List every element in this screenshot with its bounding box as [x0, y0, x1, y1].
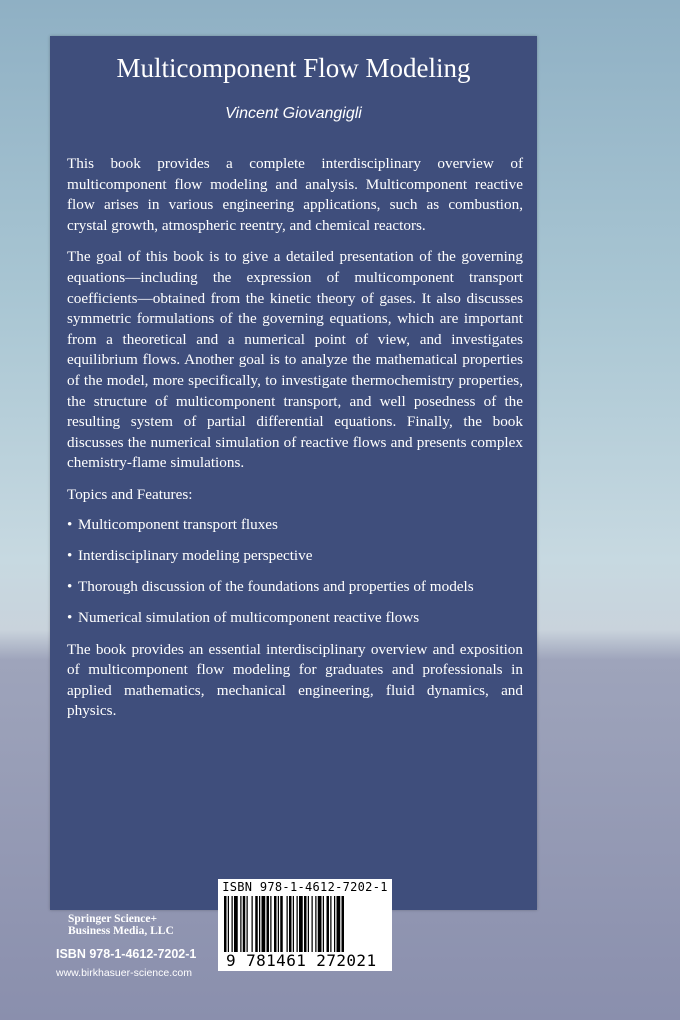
barcode-bar: [243, 896, 246, 952]
intro-paragraph: This book provides a complete interdisciplinary overview of multicomponent flow modeling and analysis. Multicomponent reactive flow arises in various engineering applications, such as combustion, crystal growth, atmospheric reentry, and chemical reactors.: [67, 155, 523, 234]
barcode-bar: [240, 896, 241, 952]
barcode-bar: [270, 896, 271, 952]
barcode-bar: [304, 896, 307, 952]
barcode-bar: [308, 896, 309, 952]
barcode: [218, 879, 392, 971]
book-title: Multicomponent Flow Modeling: [116, 53, 471, 83]
list-item: • Multicomponent transport fluxes: [67, 515, 278, 533]
barcode-bar: [315, 896, 316, 952]
barcode-bar: [247, 896, 248, 952]
barcode-bar: [330, 896, 331, 952]
publisher-line-1: Springer Science+: [68, 913, 158, 925]
barcode-bar: [224, 896, 227, 952]
back-cover-panel: [50, 36, 537, 910]
barcode-bar: [234, 896, 238, 952]
barcode-bar: [278, 896, 279, 952]
barcode-bar: [232, 896, 233, 952]
publisher-website: www.birkhasuer-science.com: [56, 967, 192, 979]
barcode-bar: [342, 896, 345, 952]
barcode-bar: [289, 896, 292, 952]
barcode-bar: [280, 896, 283, 952]
isbn-number: ISBN 978-1-4612-7202-1: [56, 947, 197, 961]
description-body: [67, 154, 523, 733]
barcode-bar: [297, 896, 298, 952]
barcode-bar: [334, 896, 335, 952]
list-item: • Thorough discussion of the foundations and properties of models: [67, 577, 474, 595]
barcode-bar: [287, 896, 288, 952]
barcode-bar: [293, 896, 294, 952]
publisher-logo-text: [68, 913, 174, 937]
barcode-isbn-label: ISBN 978-1-4612-7202-1: [222, 880, 388, 894]
barcode-bar: [267, 896, 270, 952]
barcode-bars-icon: [224, 896, 388, 952]
barcode-bar: [327, 896, 330, 952]
barcode-bar: [337, 896, 341, 952]
barcode-bar: [262, 896, 266, 952]
topics-heading: Topics and Features:: [67, 485, 193, 503]
list-item: • Interdisciplinary modeling perspective: [67, 546, 313, 564]
barcode-bar: [323, 896, 324, 952]
barcode-bar: [252, 896, 253, 952]
goal-paragraph: The goal of this book is to give a detailed presentation of the governing equations—including the expression of multicomponent transport coefficients—obtained from the kinetic theory of gases. It also discusses symmetric formulations of the governing equations, which are important from a theoretical and a numerical point of view, and investigates equilibrium flows. Another goal is to analyze the mathematical properties of the model, more specifically, to investigate thermochemistry properties, the structure of multicomponent transport, and well posedness of the resulting system of partial differential equations. Finally, the book discusses the numerical simulation of reactive flows and presents complex chemistry-flame simulations.: [67, 248, 523, 472]
barcode-digits: 9 781461 272021: [226, 951, 377, 970]
topics-list: [67, 515, 523, 629]
closing-paragraph: The book provides an essential interdisciplinary overview and exposition of multicomponent flow modeling for graduates and professionals in applied mathematics, mechanical engineering, fluid dynamics, and physics.: [67, 640, 523, 720]
barcode-bar: [274, 896, 277, 952]
barcode-bar: [299, 896, 303, 952]
barcode-bar: [255, 896, 258, 952]
barcode-bar: [228, 896, 229, 952]
author-name: Vincent Giovangigli: [225, 105, 362, 122]
barcode-bar: [318, 896, 322, 952]
publisher-line-2: Business Media, LLC: [68, 925, 174, 937]
barcode-bar: [312, 896, 313, 952]
barcode-bar: [259, 896, 260, 952]
list-item: • Numerical simulation of multicomponent reactive flows: [67, 609, 420, 627]
